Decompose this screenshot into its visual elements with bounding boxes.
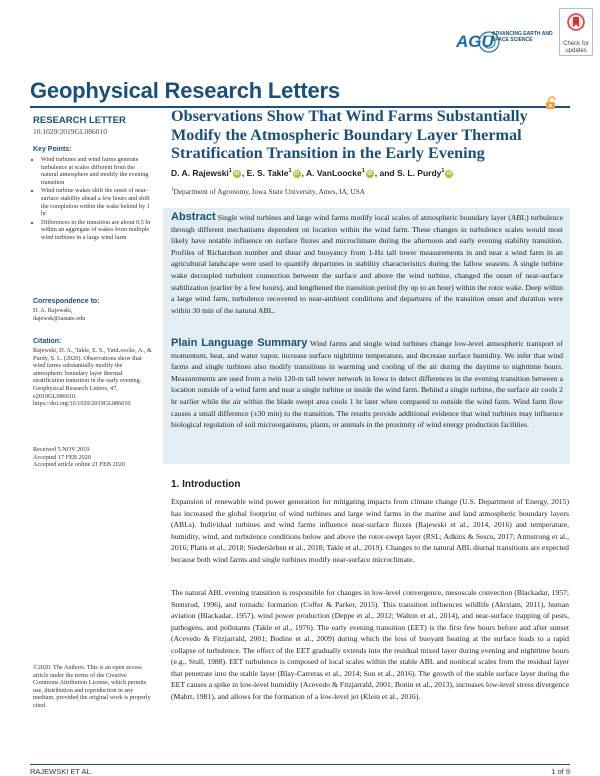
author-name: S. L. Purdy — [396, 168, 442, 178]
article-title — [171, 107, 571, 163]
intro-paragraph-2-text: The natural ABL evening transition is responsible for changes in low-level convergence, mesoscale convection (Blackadar, 1957; Stensrud, 1996), and tornadic formation (Coffer & Parker, 2015). This transition influences wildlife (Akrstam, 2011), human aviation (Blackadar, 1957), wind power production (Deppe et al., 2012; Walton et al., 2014), and near-surface trapping of pests, pathogens, and pollutants (Takle et al., 1976). The early evening transition (EET) is the first few hours before and after sunset (Acevedo & Fitzjarrald, 2001; Bodine et al., 2009) during which the loss of buoyant heating at the surface leads to a rapid collapse of turbulence. The effect of the EET gradually extends into the residual mixed layer during evening and nighttime hours (e.g., Stull, 1988). EET turbulence is composed of local scales within the stable ABL and nonlocal scales from the residual layer that penetrate into the stable layer (Blay-Carreras et al., 2014; Sun et al., 2016). The growth of the stable surface layer during the EET causes a spike in low-level humidity (Acevedo & Fitzjarrald, 2001; Bonin et al., 2013), increases low-level stress divergence (Mahrt, 1981), and allows for the formation of a low-level jet (Klein et al., 2016). — [171, 588, 569, 701]
agu-wordmark: AGU — [456, 32, 494, 51]
article-title-text: Observations Show That Wind Farms Substantially Modify the Atmospheric Boundary Layer Thermal Stratification Transition in the Early Evening — [171, 107, 528, 162]
citation-text: Rajewski, D. A., Takle, E. S., VanLoocke, A., & Purdy, S. L. (2020). Observations show that wind farms substantially modify the atmospheric boundary layer thermal stratification transition in the early evening. Geophysical Research Letters, 47, e2019GL086010. https://doi.org/10.1029/2019GL086010 — [33, 347, 152, 408]
affiliation — [171, 187, 365, 196]
journal-title: Geophysical Research Letters — [30, 78, 340, 103]
affiliation-sup: 1 — [171, 187, 174, 193]
author-affil-sup: 1 — [288, 168, 292, 175]
online-date: Accepted article online 21 FEB 2020 — [33, 461, 125, 469]
key-points-title: Key Points: — [33, 146, 72, 153]
plain-language-heading: Plain Language Summary — [171, 337, 308, 349]
orcid-icon[interactable]: iD — [234, 170, 240, 177]
footer-authors: RAJEWSKI ET AL. — [30, 767, 93, 776]
key-point: • Wind turbine wakes shift the onset of near-surface stability ahead a few hours and shift the completion within the wake behind by 1 hr — [41, 187, 151, 217]
correspondence-title: Correspondence to: — [33, 298, 100, 305]
plain-language-text: Wind farms and single wind turbines change low-level atmospheric transport of momentum, heat, and water vapor, increase surface nighttime temperature, and decrease surface humidity. We infer that wind farms and single turbines also modify transitions in warming and cooling of the air during the daytime to nighttime hours. Measurements are used from a twin 120-m tall tower network in Iowa to detect differences in the evening transition between a location outside of a wind farm and near a single turbine or inside the wind farm. Behind a single turbine, the surface air cools 2 hr earlier while the air within the blade swept area cools 1 hr later when compared to outside the wind farm. Wind farm flow causes a small difference (±30 min) to the transition. The results provide additional evidence that wind turbines may influence biological regulation of soil microorganisms, plants, or animals in the proximity of wind energy production facilities. — [171, 339, 564, 430]
check-updates-label: Check for updates — [563, 41, 589, 54]
correspondence-email[interactable]: dajewsk@iastate.edu — [33, 314, 86, 322]
orcid-icon[interactable]: iD — [367, 170, 373, 177]
author-affil-sup: 1 — [361, 168, 365, 175]
affiliation-text: Department of Agronomy, Iowa State University, Ames, IA, USA — [173, 187, 366, 196]
author-sep: , — [301, 168, 306, 178]
author-name: A. VanLoocke — [305, 168, 362, 178]
received-date: Received 5 NOV 2019 — [33, 446, 90, 453]
agu-tagline: ADVANCING EARTH AND SPACE SCIENCE — [492, 31, 553, 43]
abstract-heading: Abstract — [171, 211, 216, 223]
bookmark-icon — [566, 12, 586, 36]
license-block — [33, 664, 153, 710]
doi-short: 10.1029/2019GL086010 — [33, 127, 107, 136]
check-for-updates-badge[interactable] — [559, 8, 593, 56]
intro-paragraph-2 — [171, 587, 569, 702]
correspondence-name: D. A. Rajewski, — [33, 307, 73, 314]
footer-rule — [30, 764, 570, 765]
abstract-text: Single wind turbines and large wind farms modify local scales of atmospheric boundary layer (ABL) turbulence through different mechanisms dependent on location within the wind farm. These changes in turbulence scales would most likely have notable influence on surface fluxes and microclimate during the afternoon and early evening stability transition. Profiles of Richardson number and shear and buoyancy from 1-Hz tall tower measurements in and near a wind farm in an agricultural landscape were used to quantify departures in stability characteristics during the fallow seasons. A single turbine wake decoupled turbulent connection between the surface and above the wind turbine, changed the onset of near-surface stabilization (earlier by a few hours), and lengthened the transition period (by up to an hour) within the rotor wake. Deep within a large wind farm, turbulence recovered to near-ambient conditions and departures of the transition onset and duration were within 30 min of the natural ABL. — [171, 213, 563, 315]
orcid-icon[interactable]: iD — [446, 170, 452, 177]
author-affil-sup: 1 — [441, 168, 445, 175]
key-points-list — [33, 156, 151, 242]
intro-heading: 1. Introduction — [171, 479, 241, 490]
intro-paragraph-1-text: Expansion of renewable wind power generation for mitigating impacts from climate change (U.S. Department of Energy, 2015) has increased the global footprint of wind turbines and large wind farms in the marine and land atmospheric boundary layers (ABLs). Individual turbines and wind farms influence near-surface fluxes (Rajewski et al., 2014, 2016) and temperature, humidity, wind, and turbulence conditions below and above the rotor-swept layer (RSL; Adkins & Sescu, 2017; Armstrong et al., 2016; Platis et al., 2018; Siedersleben et al., 2018; Takle et al., 2019). Changes to the natural ABL diurnal transitions are expected because both wind farms and single turbines modify near-surface microclimate. — [171, 497, 569, 564]
plain-language-section — [171, 338, 563, 431]
key-point: • Differences in the transition are about 0.5 hr within an aggregate of wakes from multiple wind turbines in a large wind farm — [41, 219, 151, 242]
accepted-date: Accepted 17 FEB 2020 — [33, 453, 91, 461]
author-sep: , — [241, 168, 247, 178]
article-type: RESEARCH LETTER — [33, 115, 126, 126]
author-affil-sup: 1 — [228, 168, 232, 175]
key-point: • Wind turbines and wind farms generate turbulence at scales different from the natural atmosphere and modify the evening transition — [41, 156, 151, 186]
intro-paragraph-1 — [171, 496, 569, 565]
citation-block — [33, 338, 153, 408]
sidebar — [33, 113, 151, 243]
orcid-icon[interactable]: iD — [294, 170, 300, 177]
author-sep: , and — [374, 168, 397, 178]
license-text: ©2020. The Authors. This is an open access article under the terms of the Creative Commons Attribution License, which permits use, distribution and reproduction in any medium, provided the original work is properly cited. — [33, 664, 151, 709]
citation-title: Citation: — [33, 338, 62, 345]
correspondence-block — [33, 298, 153, 322]
author-name: D. A. Rajewski — [171, 168, 229, 178]
abstract-section — [171, 212, 563, 316]
author-list — [171, 168, 571, 178]
page-number: 1 of 9 — [551, 767, 570, 776]
dates-block — [33, 446, 153, 469]
author-name: E. S. Takle — [246, 168, 289, 178]
